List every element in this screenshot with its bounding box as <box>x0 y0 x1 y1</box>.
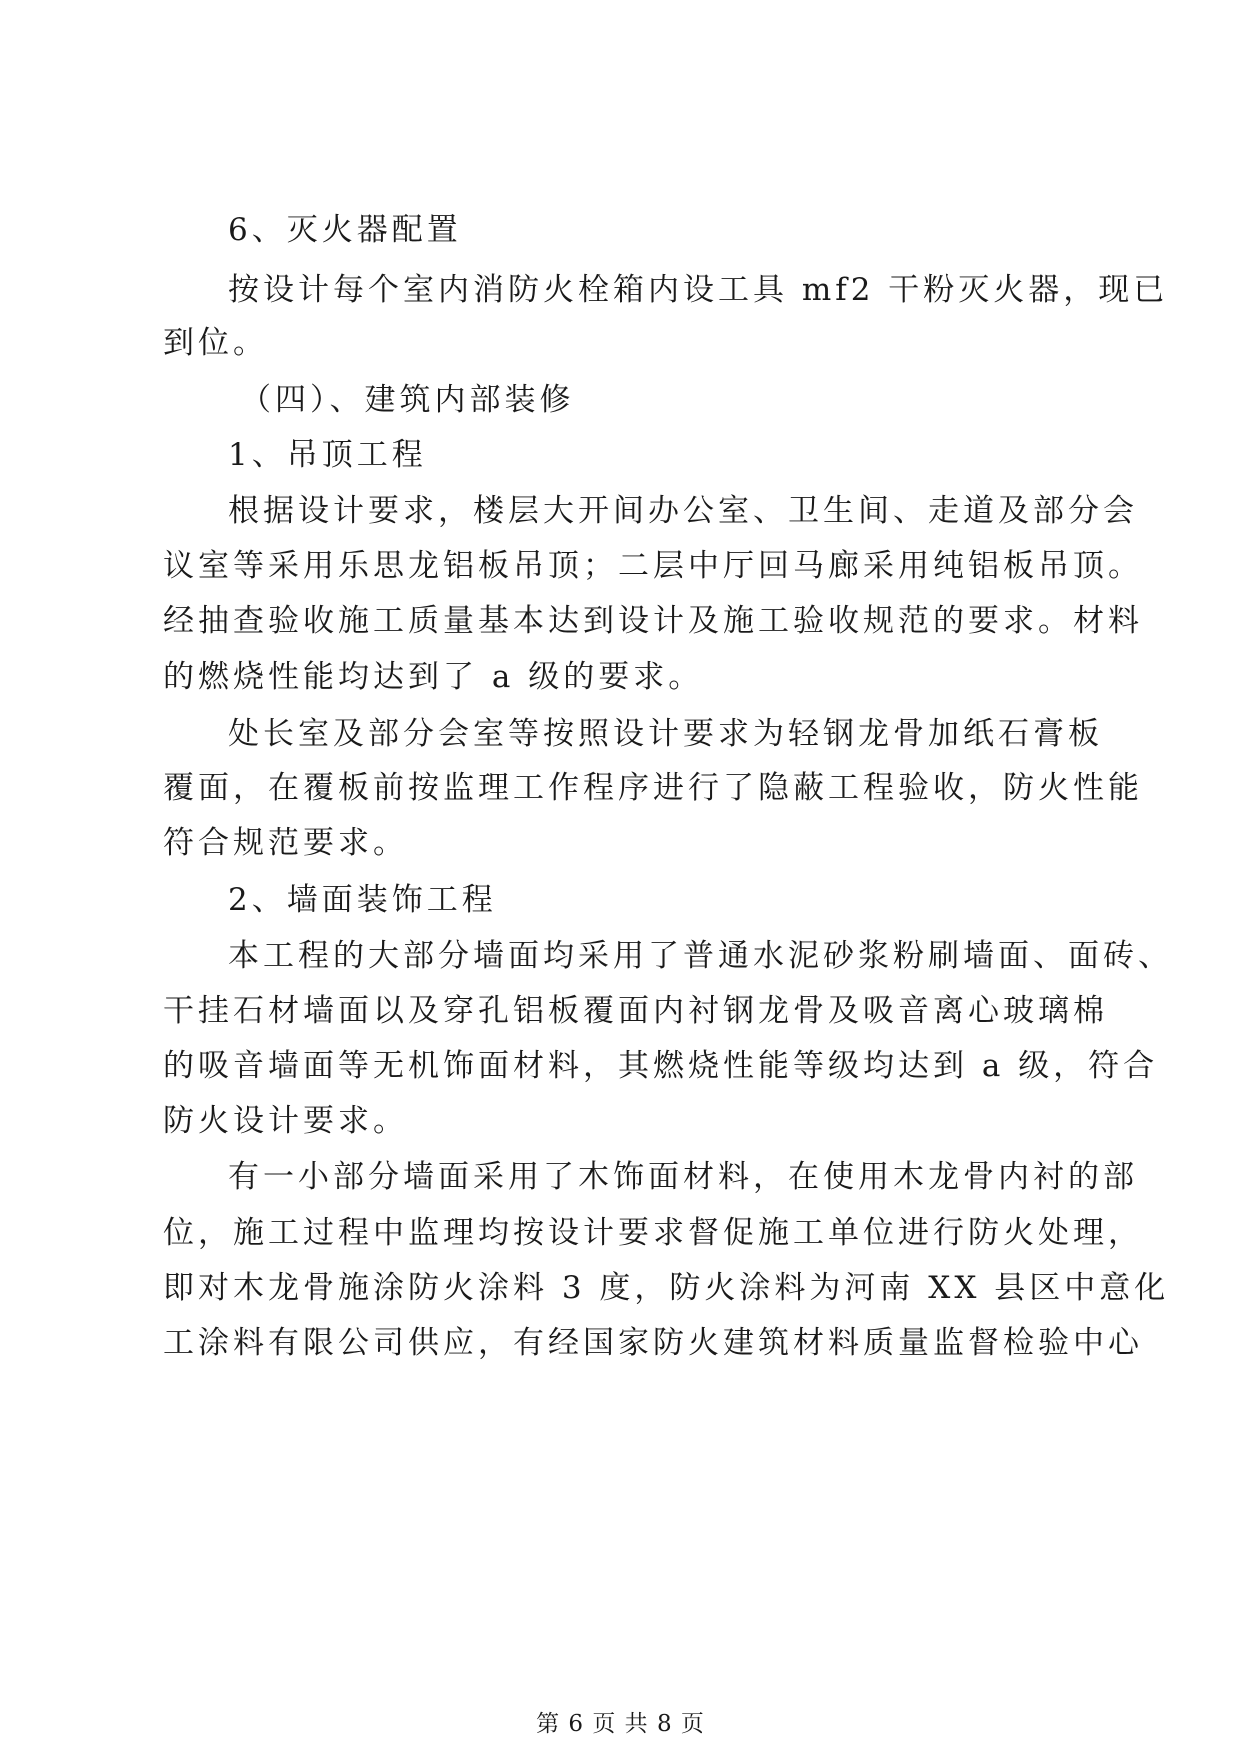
paragraph-line: 根据设计要求，楼层大开间办公室、卫生间、走道及部分会 <box>228 493 1138 529</box>
paragraph-line: 防火设计要求。 <box>163 1103 408 1139</box>
paragraph-line: 覆面，在覆板前按监理工作程序进行了隐蔽工程验收，防火性能 <box>163 770 1143 806</box>
section-heading-interior-decoration: （四）、建筑内部装修 <box>240 382 575 418</box>
paragraph-line: 即对木龙骨施涂防火涂料 3 度，防火涂料为河南 XX 县区中意化 <box>163 1270 1170 1306</box>
paragraph-line: 工涂料有限公司供应，有经国家防火建筑材料质量监督检验中心 <box>163 1325 1143 1361</box>
paragraph-line: 经抽查验收施工质量基本达到设计及施工验收规范的要求。材料 <box>163 603 1143 639</box>
section-heading-ceiling: 1、吊顶工程 <box>228 437 427 473</box>
paragraph-line: 符合规范要求。 <box>163 825 408 861</box>
paragraph-line: 的吸音墙面等无机饰面材料，其燃烧性能等级均达到 a 级，符合 <box>163 1048 1159 1084</box>
paragraph-line: 的燃烧性能均达到了 a 级的要求。 <box>163 659 704 695</box>
paragraph-line: 干挂石材墙面以及穿孔铝板覆面内衬钢龙骨及吸音离心玻璃棉 <box>163 993 1108 1029</box>
paragraph-line: 本工程的大部分墙面均采用了普通水泥砂浆粉刷墙面、面砖、 <box>228 938 1173 974</box>
paragraph-line: 到位。 <box>163 325 268 361</box>
paragraph-line: 有一小部分墙面采用了木饰面材料，在使用木龙骨内衬的部 <box>228 1159 1138 1195</box>
paragraph-line: 按设计每个室内消防火栓箱内设工具 mf2 干粉灭火器，现已 <box>228 272 1169 308</box>
section-heading-fire-extinguisher: 6、灭火器配置 <box>228 212 462 248</box>
section-heading-wall-decoration: 2、墙面装饰工程 <box>228 882 497 918</box>
paragraph-line: 处长室及部分会室等按照设计要求为轻钢龙骨加纸石膏板 <box>228 716 1103 752</box>
page-footer: 第 6 页 共 8 页 <box>536 1711 705 1737</box>
paragraph-line: 位，施工过程中监理均按设计要求督促施工单位进行防火处理， <box>163 1215 1143 1251</box>
paragraph-line: 议室等采用乐思龙铝板吊顶；二层中厅回马廊采用纯铝板吊顶。 <box>163 548 1143 584</box>
